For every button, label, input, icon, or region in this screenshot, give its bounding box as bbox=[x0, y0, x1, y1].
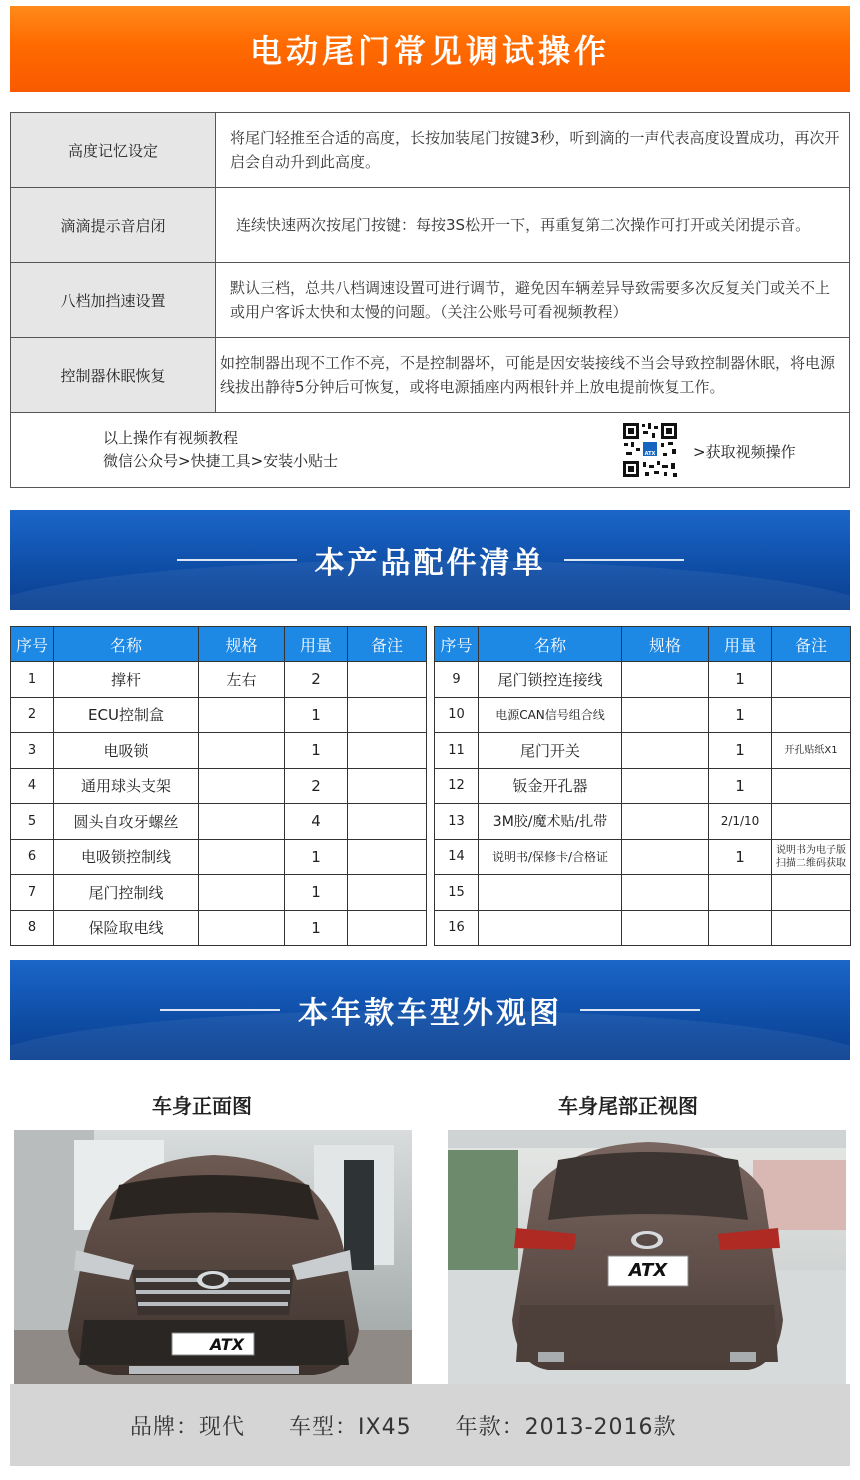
header-name: 名称 bbox=[54, 627, 199, 662]
banner-content bbox=[10, 960, 850, 1060]
cell-idx: 3 bbox=[11, 733, 54, 769]
header-note: 备注 bbox=[772, 627, 851, 662]
table-row bbox=[11, 768, 427, 804]
operation-label: 高度记忆设定 bbox=[11, 113, 216, 187]
tutorial-path: 微信公众号>快捷工具>安装小贴士 bbox=[103, 452, 339, 470]
vehicle-info-bar bbox=[10, 1384, 850, 1466]
parts-header-row bbox=[11, 627, 427, 662]
cell-idx: 10 bbox=[435, 697, 479, 733]
banner-divider bbox=[177, 559, 297, 561]
operation-row bbox=[11, 113, 849, 188]
header-spec: 规格 bbox=[622, 627, 709, 662]
cell-note bbox=[348, 910, 427, 946]
cell-qty: 2/1/10 bbox=[709, 804, 772, 840]
plate-text: ATX bbox=[209, 1335, 245, 1354]
header-idx: 序号 bbox=[11, 627, 54, 662]
cell-spec bbox=[199, 910, 285, 946]
cell-note bbox=[772, 910, 851, 946]
cell-idx: 6 bbox=[11, 839, 54, 875]
rear-car-image bbox=[448, 1130, 846, 1384]
rear-car-photo bbox=[448, 1130, 846, 1384]
cell-note bbox=[348, 733, 427, 769]
cell-note bbox=[772, 875, 851, 911]
banner-divider bbox=[564, 559, 684, 561]
cell-note bbox=[348, 768, 427, 804]
plate-text: ATX bbox=[628, 1260, 668, 1281]
cell-spec bbox=[622, 875, 709, 911]
parts-header-row bbox=[435, 627, 851, 662]
appearance-banner bbox=[10, 960, 850, 1060]
header-qty: 用量 bbox=[709, 627, 772, 662]
header-name: 名称 bbox=[479, 627, 622, 662]
table-row bbox=[435, 839, 851, 875]
cell-qty: 2 bbox=[285, 662, 348, 698]
cell-qty: 1 bbox=[285, 733, 348, 769]
cell-qty: 1 bbox=[285, 910, 348, 946]
cell-note bbox=[772, 768, 851, 804]
front-car-photo bbox=[14, 1130, 412, 1384]
cell-idx: 8 bbox=[11, 910, 54, 946]
table-row bbox=[435, 662, 851, 698]
cell-note bbox=[348, 662, 427, 698]
cell-spec bbox=[199, 804, 285, 840]
operation-row bbox=[11, 188, 849, 263]
cell-note bbox=[348, 804, 427, 840]
table-row bbox=[11, 697, 427, 733]
cell-name: 电源CAN信号组合线 bbox=[479, 697, 622, 733]
cell-note bbox=[348, 697, 427, 733]
operation-label: 八档加挡速设置 bbox=[11, 263, 216, 337]
table-row bbox=[435, 875, 851, 911]
cell-note bbox=[348, 839, 427, 875]
cell-idx: 4 bbox=[11, 768, 54, 804]
cell-name: 撑杆 bbox=[54, 662, 199, 698]
cell-qty: 1 bbox=[709, 662, 772, 698]
table-row bbox=[435, 733, 851, 769]
cell-note: 说明书为电子版扫描二维码获取 bbox=[772, 839, 851, 875]
cell-idx: 16 bbox=[435, 910, 479, 946]
cell-idx: 15 bbox=[435, 875, 479, 911]
operation-desc: 默认三档，总共八档调速设置可进行调节，避免因车辆差异导致需要多次反复关门或关不上或用户客诉太快和太慢的问题。（关注公账号可看视频教程） bbox=[230, 279, 831, 321]
operations-table bbox=[10, 112, 850, 488]
header-qty: 用量 bbox=[285, 627, 348, 662]
parts-table-left bbox=[10, 626, 427, 946]
year-info: 年款：2013-2016款 bbox=[455, 1414, 677, 1440]
cell-name: 保险取电线 bbox=[54, 910, 199, 946]
banner-divider bbox=[580, 1009, 700, 1011]
cell-qty: 1 bbox=[285, 875, 348, 911]
video-tutorial-footer bbox=[11, 413, 849, 487]
qr-badge: ATX bbox=[644, 451, 656, 457]
cell-idx: 12 bbox=[435, 768, 479, 804]
operation-label: 滴滴提示音启闭 bbox=[11, 188, 216, 262]
cell-spec bbox=[622, 733, 709, 769]
cell-note bbox=[772, 697, 851, 733]
cell-qty: 1 bbox=[709, 697, 772, 733]
tutorial-text bbox=[103, 427, 338, 473]
cell-idx: 7 bbox=[11, 875, 54, 911]
table-row bbox=[11, 910, 427, 946]
cell-idx: 1 bbox=[11, 662, 54, 698]
cell-qty bbox=[709, 910, 772, 946]
cell-name: 尾门开关 bbox=[479, 733, 622, 769]
cell-note bbox=[772, 804, 851, 840]
operation-label: 控制器休眠恢复 bbox=[11, 338, 216, 412]
table-row bbox=[435, 768, 851, 804]
qr-code-icon[interactable] bbox=[621, 421, 679, 479]
cell-spec bbox=[622, 768, 709, 804]
page-header bbox=[10, 6, 850, 92]
front-photo-caption: 车身正面图 bbox=[152, 1094, 252, 1118]
header-note: 备注 bbox=[348, 627, 427, 662]
banner-divider bbox=[160, 1009, 280, 1011]
table-row bbox=[11, 804, 427, 840]
cell-name: 说明书/保修卡/合格证 bbox=[479, 839, 622, 875]
cell-name: 尾门控制线 bbox=[54, 875, 199, 911]
cell-spec bbox=[622, 804, 709, 840]
cell-spec bbox=[622, 910, 709, 946]
cell-spec bbox=[199, 733, 285, 769]
operation-desc: 将尾门轻推至合适的高度，长按加装尾门按键3秒，听到滴的一声代表高度设置成功，再次开启会自动升到此高度。 bbox=[230, 129, 840, 171]
cell-idx: 9 bbox=[435, 662, 479, 698]
table-row bbox=[435, 804, 851, 840]
cell-spec bbox=[622, 662, 709, 698]
cell-idx: 13 bbox=[435, 804, 479, 840]
rear-photo-caption: 车身尾部正视图 bbox=[558, 1094, 698, 1118]
get-video-link[interactable]: >获取视频操作 bbox=[693, 443, 796, 461]
cell-qty: 1 bbox=[709, 768, 772, 804]
cell-qty: 1 bbox=[709, 839, 772, 875]
cell-spec bbox=[199, 839, 285, 875]
cell-qty: 1 bbox=[285, 839, 348, 875]
cell-qty: 2 bbox=[285, 768, 348, 804]
cell-note bbox=[348, 875, 427, 911]
table-row bbox=[11, 733, 427, 769]
cell-spec bbox=[199, 768, 285, 804]
brand-info: 品牌：现代 bbox=[130, 1414, 246, 1440]
table-row bbox=[435, 697, 851, 733]
header-idx: 序号 bbox=[435, 627, 479, 662]
cell-name bbox=[479, 910, 622, 946]
cell-name: 3M胶/魔术贴/扎带 bbox=[479, 804, 622, 840]
cell-name: 钣金开孔器 bbox=[479, 768, 622, 804]
parts-banner-title: 本产品配件清单 bbox=[314, 546, 546, 581]
header-spec: 规格 bbox=[199, 627, 285, 662]
appearance-banner-title: 本年款车型外观图 bbox=[298, 996, 562, 1031]
parts-banner bbox=[10, 510, 850, 610]
cell-name: ECU控制盒 bbox=[54, 697, 199, 733]
operation-row bbox=[11, 263, 849, 338]
operation-desc: 如控制器出现不工作不亮，不是控制器坏，可能是因安装接线不当会导致控制器休眠，将电源线拔出静待5分钟后可恢复，或将电源插座内两根针并上放电提前恢复工作。 bbox=[220, 354, 836, 396]
cell-name: 圆头自攻牙螺丝 bbox=[54, 804, 199, 840]
cell-spec bbox=[622, 839, 709, 875]
cell-name: 电吸锁 bbox=[54, 733, 199, 769]
cell-idx: 11 bbox=[435, 733, 479, 769]
cell-note bbox=[772, 662, 851, 698]
cell-spec: 左右 bbox=[199, 662, 285, 698]
cell-qty: 1 bbox=[285, 697, 348, 733]
model-info: 车型：IX45 bbox=[289, 1414, 412, 1440]
parts-table-right bbox=[434, 626, 851, 946]
cell-name bbox=[479, 875, 622, 911]
cell-idx: 2 bbox=[11, 697, 54, 733]
cell-name: 电吸锁控制线 bbox=[54, 839, 199, 875]
tutorial-line: 以上操作有视频教程 bbox=[103, 429, 239, 447]
table-row bbox=[11, 875, 427, 911]
operation-desc: 连续快速两次按尾门按键：每按3S松开一下，再重复第二次操作可打开或关闭提示音。 bbox=[236, 216, 811, 234]
cell-idx: 14 bbox=[435, 839, 479, 875]
table-row bbox=[11, 662, 427, 698]
operation-row bbox=[11, 338, 849, 413]
cell-idx: 5 bbox=[11, 804, 54, 840]
cell-qty: 4 bbox=[285, 804, 348, 840]
cell-name: 通用球头支架 bbox=[54, 768, 199, 804]
cell-name: 尾门锁控连接线 bbox=[479, 662, 622, 698]
cell-note: 开孔贴纸X1 bbox=[772, 733, 851, 769]
banner-content bbox=[10, 510, 850, 610]
cell-spec bbox=[199, 697, 285, 733]
table-row bbox=[11, 839, 427, 875]
page-title: 电动尾门常见调试操作 bbox=[249, 32, 610, 70]
cell-spec bbox=[199, 875, 285, 911]
table-row bbox=[435, 910, 851, 946]
cell-spec bbox=[622, 697, 709, 733]
cell-qty: 1 bbox=[709, 733, 772, 769]
cell-qty bbox=[709, 875, 772, 911]
